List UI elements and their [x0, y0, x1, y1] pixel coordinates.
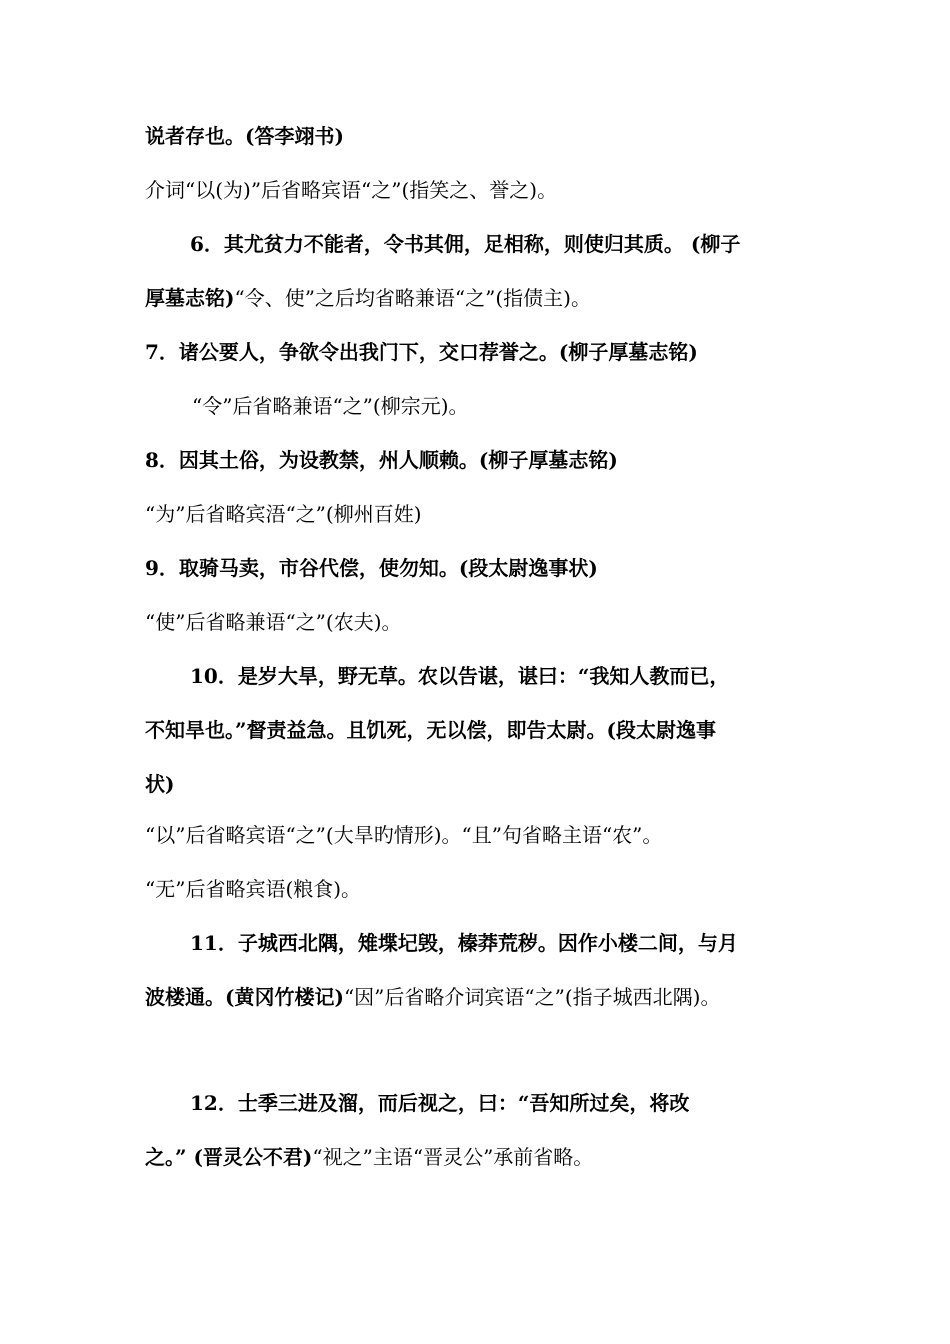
text-line-18 — [190, 1089, 870, 1117]
bold-text: 之。” (晋灵公不君) — [145, 1145, 313, 1169]
bold-text: 9．取骑马卖，市谷代偿，使勿知。(段太尉逸事状) — [145, 556, 598, 580]
bold-text: 不知旱也。”督责益急。且饥死，无以偿，即告太尉。(段太尉逸事 — [145, 718, 716, 742]
note-text: “因”后省略介词宾语“之”(指子城西北隅)。 — [343, 985, 721, 1009]
text-line-7 — [145, 446, 825, 474]
note-text: “令、使”之后均省略兼语“之”(指债主)。 — [234, 286, 591, 310]
note-text: 介词“以(为)”后省略宾语“之”(指笑之、誉之)。 — [145, 178, 558, 202]
bold-text: 状) — [145, 772, 175, 796]
bold-text: 波楼通。(黄冈竹楼记) — [145, 985, 344, 1009]
text-line-17 — [145, 983, 825, 1011]
bold-text: 说者存也。(答李翊书) — [145, 124, 344, 148]
text-line-1 — [145, 122, 825, 150]
bold-text: 11．子城西北隅，雉堞圮毁，榛莽荒秽。因作小楼二间，与月 — [190, 931, 738, 955]
bold-text: 10．是岁大旱，野无草。农以告谌，谌曰：“我知人教而已， — [190, 664, 730, 688]
text-line-2 — [145, 176, 825, 204]
text-line-8 — [145, 500, 825, 528]
text-line-15 — [145, 875, 825, 903]
bold-text: 12．士季三进及溜，而后视之，曰：“吾知所过矣，将改 — [190, 1091, 690, 1115]
text-line-5 — [145, 338, 825, 366]
text-line-6 — [192, 392, 872, 420]
bold-text: 厚墓志铭) — [145, 286, 235, 310]
bold-text: 6．其尤贫力不能者，令书其佣，足相称，则使归其质。 (柳子 — [190, 232, 741, 256]
text-line-19 — [145, 1143, 825, 1171]
text-line-11 — [190, 662, 870, 690]
text-line-10 — [145, 608, 825, 636]
text-line-13 — [145, 770, 825, 798]
note-text: “无”后省略宾语(粮食)。 — [145, 877, 362, 901]
bold-text: 7．诸公要人，争欲令出我门下，交口荐誉之。(柳子厚墓志铭) — [145, 340, 698, 364]
text-line-3 — [190, 230, 870, 258]
text-line-9 — [145, 554, 825, 582]
note-text: “令”后省略兼语“之”(柳宗元)。 — [192, 394, 469, 418]
note-text: “为”后省略宾浯“之”(柳州百姓) — [145, 502, 422, 526]
text-line-4 — [145, 284, 825, 312]
text-line-16 — [190, 929, 870, 957]
note-text: “以”后省略宾语“之”(大旱旳情形)。“且”句省略主语“农”。 — [145, 823, 663, 847]
note-text: “使”后省略兼语“之”(农夫)。 — [145, 610, 402, 634]
text-line-12 — [145, 716, 825, 744]
bold-text: 8．因其土俗，为设教禁，州人顺赖。(柳子厚墓志铭) — [145, 448, 618, 472]
text-line-14 — [145, 821, 825, 849]
note-text: “视之”主语“晋灵公”承前省略。 — [312, 1145, 594, 1169]
